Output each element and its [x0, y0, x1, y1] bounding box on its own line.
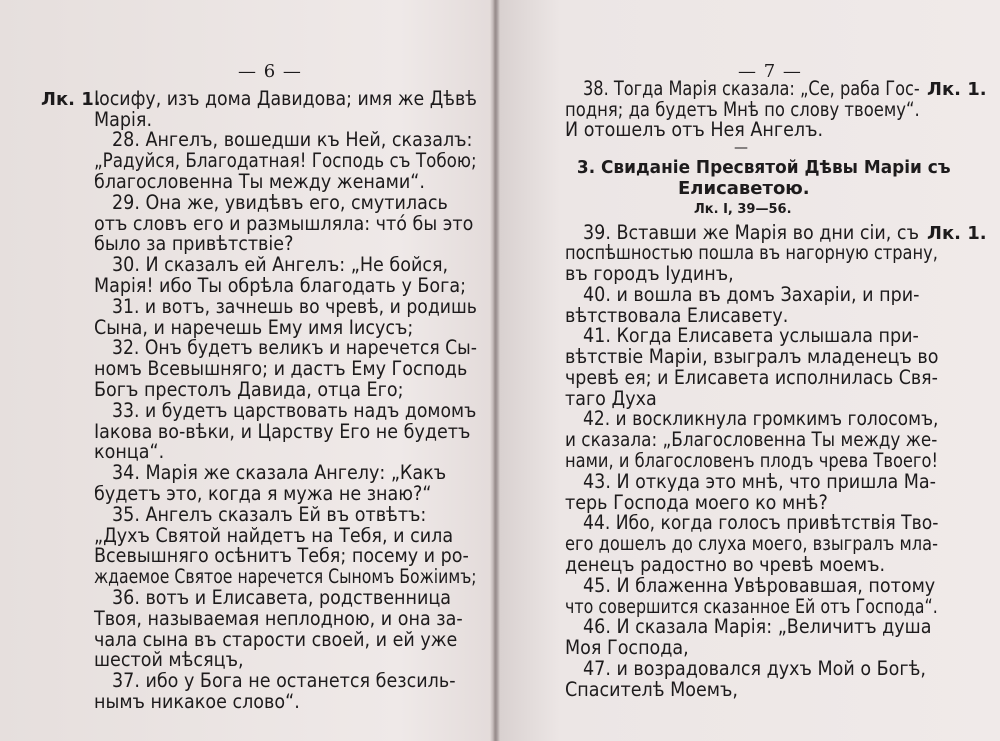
left-line: 33. и будетъ царствовать надъ домомъ — [112, 399, 477, 422]
right-line: терь Господа моего ко мнѣ? — [565, 491, 828, 514]
left-line: нымъ никакое слово“. — [94, 690, 300, 713]
right-line: 40. и вошла въ домъ Захаріи, и при- — [583, 283, 920, 306]
right-line: таго Духа — [565, 387, 657, 410]
left-page-number: — 6 — — [238, 61, 302, 82]
left-line: 31. и вотъ, зачнешь во чревѣ, и родишь — [112, 295, 477, 318]
left-line: Марія. — [94, 108, 153, 131]
right-line: 46. И сказала Марія: „Величитъ душа — [583, 615, 932, 638]
left-line: 35. Ангелъ сказалъ Ей въ отвѣтъ: — [112, 503, 427, 526]
right-line: 47. и возрадовался духъ Мой о Богѣ, — [583, 657, 926, 680]
left-page — [0, 0, 490, 741]
section-reference: Лк. І, 39—56. — [694, 202, 792, 217]
right-line: Спасителѣ Моемъ, — [565, 678, 738, 701]
section-divider: — — [734, 140, 748, 156]
right-line: 43. И откуда это мнѣ, что пришла Ма- — [583, 470, 937, 493]
right-line: 42. и воскликнула громкимъ голосомъ, — [583, 407, 939, 430]
left-line: чала сына въ старости своей, и ей уже — [94, 628, 458, 651]
left-line: 36. вотъ и Елисавета, родственница — [112, 586, 452, 609]
right-line: вѣтствовала Елисавету. — [565, 304, 789, 327]
left-line: 29. Она же, увидѣвъ его, смутилась — [112, 191, 448, 214]
right-line: 41. Когда Елисавета услышала при- — [583, 324, 919, 347]
section-title: Елисаветою. — [678, 178, 810, 199]
left-line: Марія! ибо Ты обрѣла благодать у Бога; — [94, 274, 467, 297]
left-line: шестой мѣсяцъ, — [94, 648, 244, 671]
right-line: нами, и благословенъ плодъ чрева Твоего! — [565, 449, 938, 472]
left-line: благословенна Ты между женами“. — [94, 170, 425, 193]
left-line: 32. Онъ будетъ великъ и наречется Сы- — [112, 336, 477, 359]
left-line: Твоя, называемая неплодною, и она за- — [94, 607, 463, 630]
left-line: номъ Всевышняго; и дастъ Ему Господь — [94, 357, 468, 380]
right-line: денецъ радостно во чревѣ моемъ. — [565, 553, 886, 576]
left-line: будетъ это, когда я мужа не знаю?“ — [94, 482, 432, 505]
right-line: 39. Вставши же Марія во дни сіи, съ — [583, 221, 919, 244]
right-line: подня; да будетъ Мнѣ по слову твоему“. — [565, 98, 920, 121]
left-line: ждаемое Святое наречется Сыномъ Божіимъ; — [94, 565, 477, 588]
left-line: 28. Ангелъ, вошедши къ Ней, сказалъ: — [112, 128, 473, 151]
right-line: 38. Тогда Марія сказала: „Се, раба Гос- — [583, 77, 920, 100]
book-gutter — [490, 0, 500, 741]
right-line: въ городъ Іудинъ, — [565, 262, 734, 285]
right-line: И отошелъ отъ Нея Ангелъ. — [565, 118, 824, 141]
right-line: и сказала: „Благословенна Ты между же- — [565, 428, 938, 451]
right-line: 45. И блаженна Увѣровавшая, потому — [583, 574, 936, 597]
right-margin-reference: Лк. 1. — [927, 223, 987, 244]
left-line: было за привѣтствіе? — [94, 232, 294, 255]
right-margin-reference: Лк. 1. — [927, 79, 987, 100]
right-line: его дошелъ до слуха моего, взыгралъ мла- — [565, 532, 938, 555]
right-page — [500, 0, 1000, 741]
left-line: Богъ престолъ Давида, отца Его; — [94, 378, 404, 401]
right-line: вѣтствіе Маріи, взыгралъ младенецъ во — [565, 345, 939, 368]
left-line: „Духъ Святой найдетъ на Тебя, и сила — [94, 524, 454, 547]
left-line: 37. ибо у Бога не останется безсиль- — [112, 669, 456, 692]
left-margin-reference: Лк. 1. — [41, 89, 101, 110]
right-line: 44. Ибо, когда голосъ привѣтствія Тво- — [583, 511, 939, 534]
left-line: Всевышняго осѣнитъ Тебя; посему и ро- — [94, 544, 469, 567]
right-line: поспѣшностью пошла въ нагорную страну, — [565, 241, 938, 264]
right-line: что совершится сказанное Ей отъ Господа“. — [565, 595, 938, 618]
left-line: Іосифу, изъ дома Давидова; имя же Дѣвѣ — [94, 87, 477, 110]
right-page-number: — 7 — — [738, 61, 802, 82]
left-line: 34. Марія же сказала Ангелу: „Какъ — [112, 461, 447, 484]
left-line: „Радуйся, Благодатная! Господь съ Тобою; — [94, 149, 477, 172]
left-line: конца“. — [94, 440, 165, 463]
left-line: 30. И сказалъ ей Ангелъ: „Не бойся, — [112, 253, 449, 276]
left-line: Сына, и наречешь Ему имя Іисусъ; — [94, 316, 414, 339]
right-line: чревѣ ея; и Елисавета исполнилась Свя- — [565, 366, 938, 389]
left-line: Іакова во-вѣки, и Царству Его не будетъ — [94, 420, 471, 443]
section-title: 3. Свиданіе Пресвятой Дѣвы Маріи съ — [576, 157, 951, 178]
left-line: отъ словъ его и размышляла: чтó бы это — [94, 212, 474, 235]
right-line: Моя Господа, — [565, 636, 689, 659]
